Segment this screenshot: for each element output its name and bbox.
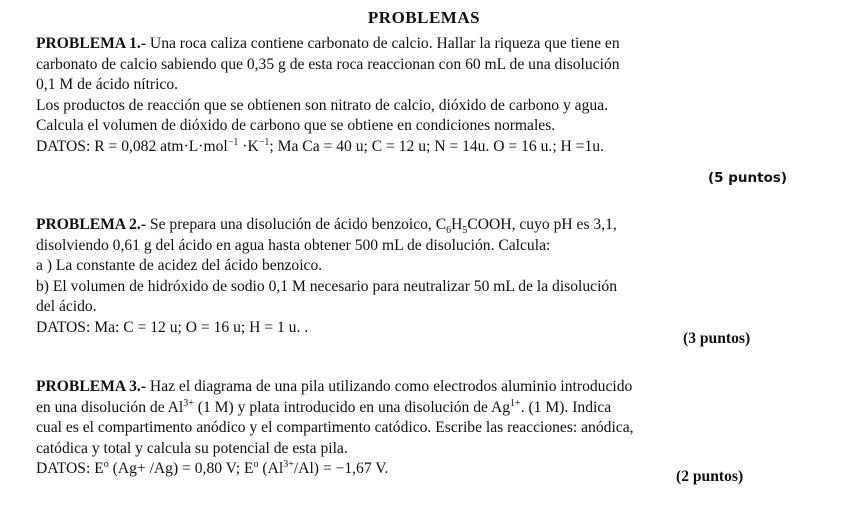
page-title: PROBLEMAS xyxy=(367,8,481,27)
problem-2-line-1: PROBLEMA 2.- Se prepara una disolución de ácido benzoico, $C_6H_5COOH$, cuyo pH es 3,1, xyxy=(36,216,617,237)
problem-2-line-5: del ácido. xyxy=(36,298,97,316)
problem-1-line-5: Calcula el volumen de dióxido de carbono que se obtiene en condiciones normales. xyxy=(36,117,556,135)
problem-2 xyxy=(36,215,816,339)
problem-1-line-4: Los productos de reacción que se obtienen son nitrato de calcio, dióxido de carbono y agua. xyxy=(36,96,609,114)
problem-2-line-3: a ) La constante de acidez del ácido benzoico. xyxy=(36,257,323,275)
problem-2-line-2: disolviendo 0,61 g del ácido en agua hasta obtener 500 mL de disolución. Calcula: xyxy=(36,236,551,254)
problem-3-line-1: PROBLEMA 3.- Haz el diagrama de una pila utilizando como electrodos aluminio introducido xyxy=(36,378,633,395)
problem-1-line-2: carbonato de calcio sabiendo que 0,35 g de esta roca reaccionan con 60 mL de una disolución xyxy=(36,55,620,73)
problem-1-line-1: PROBLEMA 1.- Una roca caliza contiene carbonato de calcio. Hallar la riqueza que tiene en xyxy=(36,35,620,52)
problem-2-line-4: b) El volumen de hidróxido de sodio 0,1 M necesario para neutralizar 50 mL de la disolución xyxy=(36,277,617,295)
problem-2-points: (3 puntos) xyxy=(683,330,751,347)
problem-3-line-4: catódica y total y calcula su potencial de esta pila. xyxy=(36,439,348,457)
problem-3-line-3: cual es el compartimento anódico y el compartimento catódico. Escribe las reacciones: anódica, xyxy=(36,419,634,437)
problem-1-line-3: 0,1 M de ácido nítrico. xyxy=(36,76,179,94)
problem-1-points: (5 puntos) xyxy=(708,170,788,186)
problem-1-heading: PROBLEMA 1.- xyxy=(36,35,147,52)
problem-2-datos: DATOS: Ma: C = 12 u; O = 16 u; H = 1 u. . xyxy=(36,318,309,336)
problem-3-datos: DATOS: $E^o$ (Ag+ /Ag) = 0,80 V; $E^o$ $(Al^{3+}/Al) = -1,67$ V. xyxy=(36,459,389,478)
problem-3-line-2: en una disolución de $Al^{3+}$ (1 M) y plata introducido en una disolución de $Ag^{1+}$. (1 M). Indica xyxy=(36,397,612,416)
problem-1-datos: DATOS: R = 0,082 $atm\cdot L\cdot mol^{-1} \cdot K^{-1}$; Ma Ca = 40 u; C = 12 u; N = 14u. O = 16 u.; H =1u. xyxy=(36,136,604,155)
problem-3-points: (2 puntos) xyxy=(676,468,744,485)
problem-3-heading: PROBLEMA 3.- xyxy=(36,378,147,395)
problem-3 xyxy=(36,377,816,480)
problem-1 xyxy=(36,34,816,158)
problem-2-heading: PROBLEMA 2.- xyxy=(36,216,147,233)
